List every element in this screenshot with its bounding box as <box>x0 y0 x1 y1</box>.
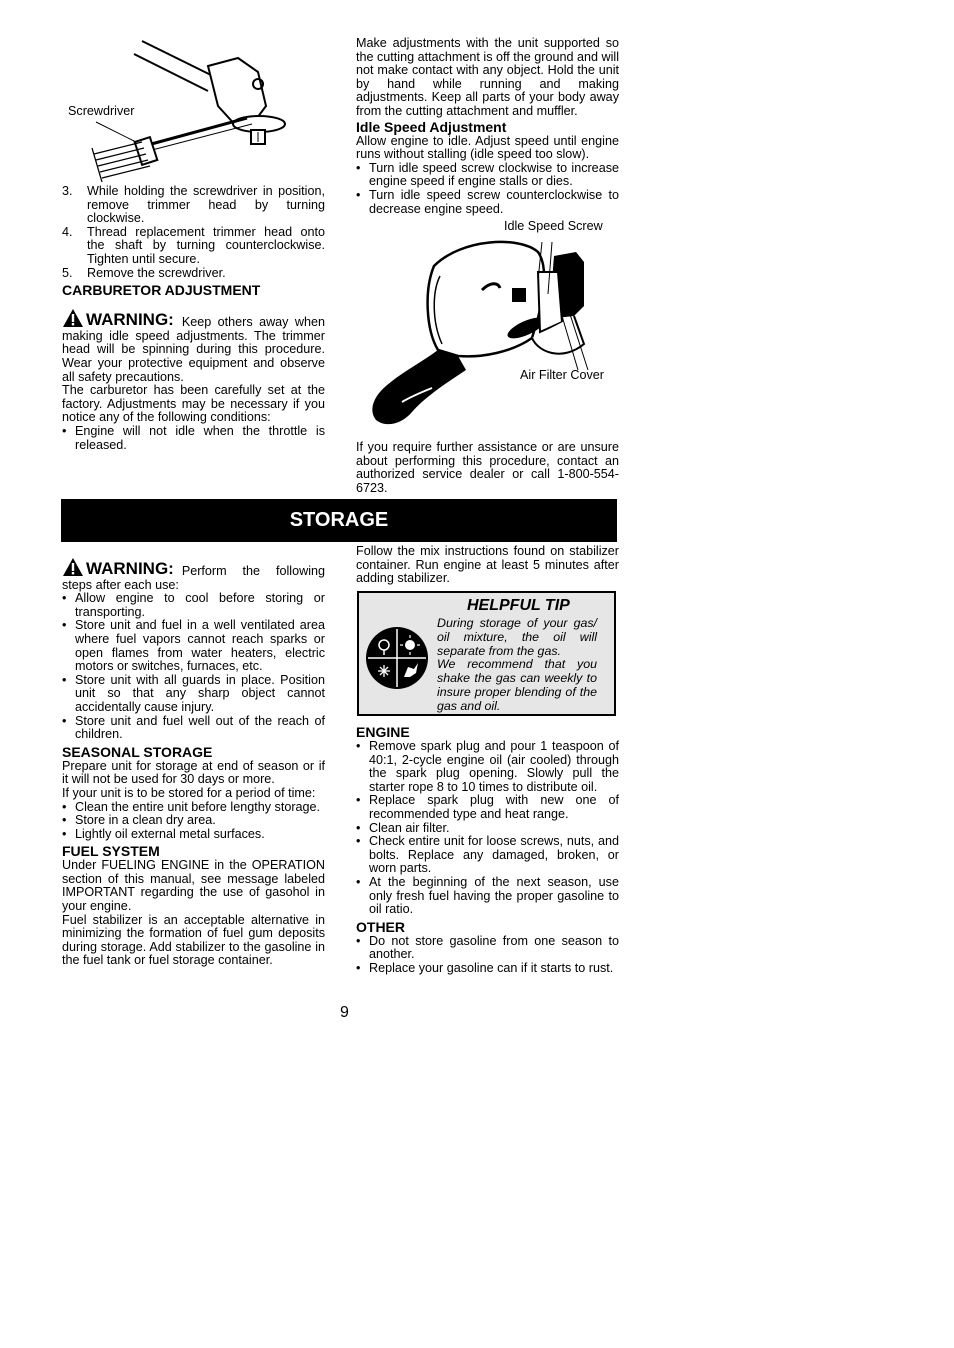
list-item: • Do not store gasoline from one season to another. <box>356 935 619 962</box>
assistance-text: If you require further assistance or are unsure about performing this procedure, contact an authorized service dealer or call 1-800-554-6723. <box>356 440 619 495</box>
list-item: • At the beginning of the next season, use only fresh fuel having the proper gasoline to oil ratio. <box>356 876 619 917</box>
seasons-icon <box>364 625 430 691</box>
step-item <box>62 226 325 267</box>
list-item: • Store unit with all guards in place. Position unit so that any sharp object cannot accidentally cause injury. <box>62 674 325 715</box>
mix-instructions: Follow the mix instructions found on stabilizer container. Run engine at least 5 minutes after adding stabilizer. <box>356 544 619 586</box>
idle-speed-text: Allow engine to idle. Adjust speed until engine runs without stalling (idle speed too slow). <box>356 133 619 162</box>
helpful-tip-title: HELPFUL TIP <box>467 597 570 614</box>
fuel-text-1: Under FUELING ENGINE in the OPERATION section of this manual, see message labeled IMPORTANT regarding the use of gasohol in your engine. <box>62 858 325 914</box>
engine-heading: ENGINE <box>356 724 410 740</box>
seasonal-bullets <box>62 801 325 842</box>
adjustment-intro: Make adjustments with the unit supported so the cutting attachment is off the ground and will not make contact with any object. Hold the unit by hand while running and making adjustments. Keep all parts of your body away from the cutting attachment and muffler. <box>356 36 619 118</box>
helpful-tip-text <box>437 617 597 714</box>
list-item: • Engine will not idle when the throttle is released. <box>62 425 325 452</box>
warning-word: WARNING: <box>86 310 174 330</box>
warning-word: WARNING: <box>86 559 174 578</box>
idle-speed-bullets <box>356 162 619 216</box>
step-item <box>62 185 325 226</box>
left-bottom-column <box>62 557 325 968</box>
list-item: • Replace spark plug with new one of recommended type and heat range. <box>356 794 619 821</box>
engine-bullets <box>356 740 619 917</box>
seasonal-text-1: Prepare unit for storage at end of season or if it will not be used for 30 days or more. <box>62 758 325 787</box>
list-item: • Remove spark plug and pour 1 teaspoon of 40:1, 2-cycle engine oil (air cooled) through the spark plug opening. Slowly pull the starter rope 8 to 10 times to distribute oil. <box>356 740 619 794</box>
step-number: 3. <box>62 184 73 198</box>
list-item: • Replace your gasoline can if it starts to rust. <box>356 962 619 976</box>
list-item: • Check entire unit for loose screws, nuts, and bolts. Replace any damaged, broken, or worn parts. <box>356 835 619 876</box>
carburetor-warning <box>62 308 325 384</box>
seasonal-storage-heading: SEASONAL STORAGE <box>62 743 213 760</box>
list-item: • Turn idle speed screw clockwise to increase engine speed if engine stalls or dies. <box>356 162 619 189</box>
storage-title: STORAGE <box>289 509 389 531</box>
storage-warning <box>62 557 325 592</box>
storage-warning-bullets <box>62 592 325 742</box>
step-text: While holding the screwdriver in position, remove trimmer head by turning clockwise. <box>87 184 325 226</box>
engine-housing-figure <box>362 232 612 432</box>
fuel-system-heading: FUEL SYSTEM <box>62 843 160 860</box>
tip-paragraph-2: We recommend that you shake the gas can weekly to insure proper blending of the gas and oil. <box>437 657 597 713</box>
replacement-steps <box>62 185 325 280</box>
fuel-text-2: Fuel stabilizer is an acceptable alternative in minimizing the formation of fuel gum deposits during storage. Add stabilizer to the gasoline in the fuel tank or fuel storage container. <box>62 912 325 968</box>
idle-speed-heading: Idle Speed Adjustment <box>356 118 507 135</box>
other-heading: OTHER <box>356 918 405 935</box>
assistance-block <box>356 441 619 495</box>
storage-section-banner <box>61 499 617 542</box>
list-item: • Turn idle speed screw counterclockwise to decrease engine speed. <box>356 189 619 216</box>
list-item: • Store unit and fuel well out of the reach of children. <box>62 715 325 742</box>
warning-text: Perform the following steps after each use: <box>62 564 325 592</box>
list-item: • Lightly oil external metal surfaces. <box>62 828 325 842</box>
right-bottom-column <box>356 724 619 976</box>
screwdriver-label: Screwdriver <box>68 104 135 118</box>
list-item: • Allow engine to cool before storing or transporting. <box>62 592 325 619</box>
idle-speed-screw-label: Idle Speed Screw <box>504 219 603 233</box>
warning-label <box>62 557 174 577</box>
warning-triangle-icon <box>62 308 84 328</box>
list-item: • Clean the entire unit before lengthy storage. <box>62 801 325 815</box>
list-item: • Clean air filter. <box>356 822 619 836</box>
helpful-tip-box <box>357 591 616 716</box>
warning-label <box>62 308 174 328</box>
tip-paragraph-1: During storage of your gas/ oil mixture, the oil will separate from the gas. <box>437 616 597 658</box>
warning-text: Keep others away when making idle speed adjustments. The trimmer head will be spinning during this procedure. Wear your protective equipment and observe all safety precautions. <box>62 315 325 384</box>
right-bottom-mix <box>356 545 619 586</box>
list-item: • Store in a clean dry area. <box>62 814 325 828</box>
carburetor-text: The carburetor has been carefully set at the factory. Adjustments may be necessary if you notice any of the following conditions: <box>62 383 325 425</box>
step-number: 5. <box>62 265 73 280</box>
warning-triangle-icon <box>62 557 84 577</box>
right-top-column <box>356 37 619 216</box>
step-item <box>62 267 325 281</box>
page-number: 9 <box>340 1004 349 1021</box>
step-number: 4. <box>62 224 73 239</box>
seasonal-text-2: If your unit is to be stored for a period of time: <box>62 785 316 800</box>
carburetor-bullets <box>62 425 325 452</box>
list-item: • Store unit and fuel in a well ventilated area where fuel vapors cannot reach sparks or open flames from water heaters, electric motors or switches, furnaces, etc. <box>62 619 325 673</box>
carburetor-heading: CARBURETOR ADJUSTMENT <box>62 282 261 299</box>
left-top-column <box>62 185 325 452</box>
step-text: Remove the screwdriver. <box>87 265 226 280</box>
other-bullets <box>356 935 619 976</box>
air-filter-cover-label: Air Filter Cover <box>520 368 604 382</box>
step-text: Thread replacement trimmer head onto the shaft by turning counterclockwise. Tighten until secure. <box>87 224 325 266</box>
